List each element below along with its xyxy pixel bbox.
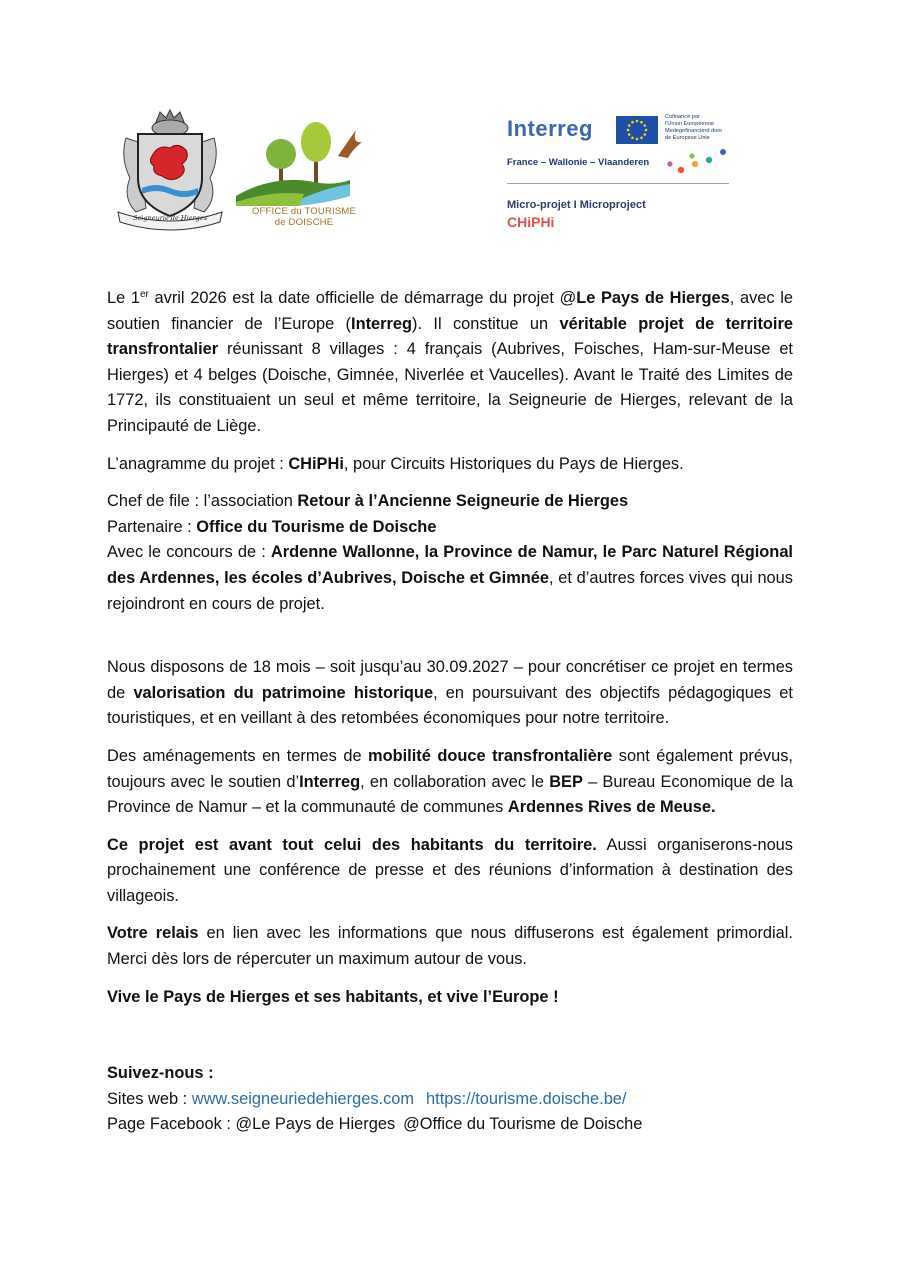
text: , pour Circuits Historiques du Pays de Hierges. [343,454,684,473]
support-value: Ardenne Wallonne, la Province de Namur, le Parc Naturel Régional des Ardennes, les écoles d’Aubrives, Doische et Gimnée [107,543,793,587]
project-name: Le Pays de Hierges [576,289,730,307]
interreg-bold: Interreg [351,314,413,333]
chiphi-bold: CHiPHi [288,454,344,473]
partner-label: Partenaire : [107,517,197,536]
interreg-region: France – Wallonie – Vlaanderen [507,157,650,168]
office-tourisme-wordmark [234,206,374,228]
facebook-page-doische: @Office du Tourisme de Doische [403,1115,643,1134]
text: en lien avec les informations que nous diffuserons est également primordial. Merci dès lors de répercuter un maximum autour de vous. [107,924,793,969]
micro-projet-label: Micro-projet I Microproject [507,199,646,211]
text: sont également prévus, toujours avec le soutien d’ [107,746,793,791]
seigneurie-crest-logo [116,108,224,234]
text: ). Il constitue un [412,314,560,333]
office-line-2: de DOISCHE [274,217,334,228]
inhabitants-bold: Ce projet est avant tout celui des habitants du territoire. [107,835,597,854]
eu-line-1: Cofinancé par [665,114,700,120]
website-link-doische[interactable]: https://tourisme.doische.be/ [426,1089,627,1108]
bep-bold: BEP [549,772,583,791]
website-link-hierges[interactable]: www.seigneuriedehierges.com [191,1089,415,1108]
mobility-bold: mobilité douce transfrontalière [368,746,613,765]
logo-header [0,0,900,260]
support-tail: , et d’autres forces vives qui nous rejoindront en cours de projet. [107,568,793,613]
paragraph-mobility [107,744,793,821]
closing-bold: Vive le Pays de Hierges et ses habitants, et vive l’Europe ! [107,987,559,1006]
relay-bold: Votre relais [107,924,199,943]
superscript: er [139,289,149,300]
crest-banner-text: Seigneurie de Hierges [133,214,207,222]
interreg-divider [507,183,729,184]
eu-line-3: Medegefinancierd door [665,128,723,134]
letter-body [107,286,793,1138]
facebook-label: Page Facebook : [107,1115,236,1134]
paragraph-inhabitants [107,833,793,910]
chiphi-logo-text: CHiPHi [507,214,555,230]
paragraph-intro [107,286,793,440]
partner-line [107,515,793,541]
text: réunissant 8 villages : 4 français (Aubrives, Foisches, Ham-sur-Meuse et Hierges) et 4 belges (Doische, Gimnée, Niverlée et Vaucelles). Avant le Traité des Limites de 1772, ils constituaient un seul et même territoire, la Seigneurie de Hierges, relevant de la Principauté de Liège. [107,340,793,435]
text: , en collaboration avec le [360,772,550,791]
text: , en poursuivant des objectifs pédagogiques et touristiques, et en veillant à des retombées économiques pour notre territoire. [107,683,793,728]
follow-title-text: Suivez-nous : [107,1064,214,1083]
interreg-logo [505,110,735,240]
text: Nous disposons de 18 mois – soit jusqu’au 30.09.2027 – pour concrétiser ce projet en termes de [107,658,793,702]
support-line [107,540,793,617]
text: Le 1 [107,289,140,307]
follow-title [107,1061,793,1087]
eu-cofunding-text [665,114,745,142]
paragraph-partners [107,489,793,617]
lead-label: Chef de file : l’association [107,492,298,511]
heritage-bold: valorisation du patrimoine historique [133,683,434,702]
ardennes-bold: Ardennes Rives de Meuse. [507,798,716,817]
lead-value: Retour à l’Ancienne Seigneurie de Hierges [297,492,629,511]
paragraph-relay [107,921,793,972]
follow-section [107,1061,793,1138]
text: , avec le soutien financier de l’Europe ( [107,289,794,333]
office-line-1: OFFICE du TOURISME [251,206,357,217]
eu-line-4: de Europese Unie [665,135,710,141]
text: – Bureau Economique de la Province de Namur – et la communauté de communes [107,772,793,817]
eu-line-2: l'Union Européenne [665,121,714,127]
facebook-line [107,1112,793,1138]
lead-line [107,489,793,515]
interreg-wordmark: Interreg [507,116,593,141]
paragraph-duration [107,655,793,732]
text: Des aménagements en termes de [107,746,369,765]
interreg-bold: Interreg [299,772,361,791]
partner-value: Office du Tourisme de Doische [196,517,437,536]
interreg-dots-icon [665,148,735,178]
text: avril 2026 est la date officielle de démarrage du projet @ [148,289,577,307]
websites-line [107,1087,793,1113]
facebook-page-hierges: @Le Pays de Hierges [235,1115,396,1134]
project-type-bold: véritable projet de territoire transfrontalier [107,314,793,359]
text: L’anagramme du projet : [107,454,289,473]
text: Aussi organiserons-nous prochainement une conférence de presse et des réunions d’information à destination des villageois. [107,835,793,905]
support-label: Avec le concours de : [107,543,271,562]
office-tourisme-logo [234,122,374,234]
sites-label: Sites web : [107,1089,192,1108]
paragraph-anagram [107,452,793,478]
eu-flag-icon [616,116,658,144]
paragraph-closing [107,985,793,1011]
